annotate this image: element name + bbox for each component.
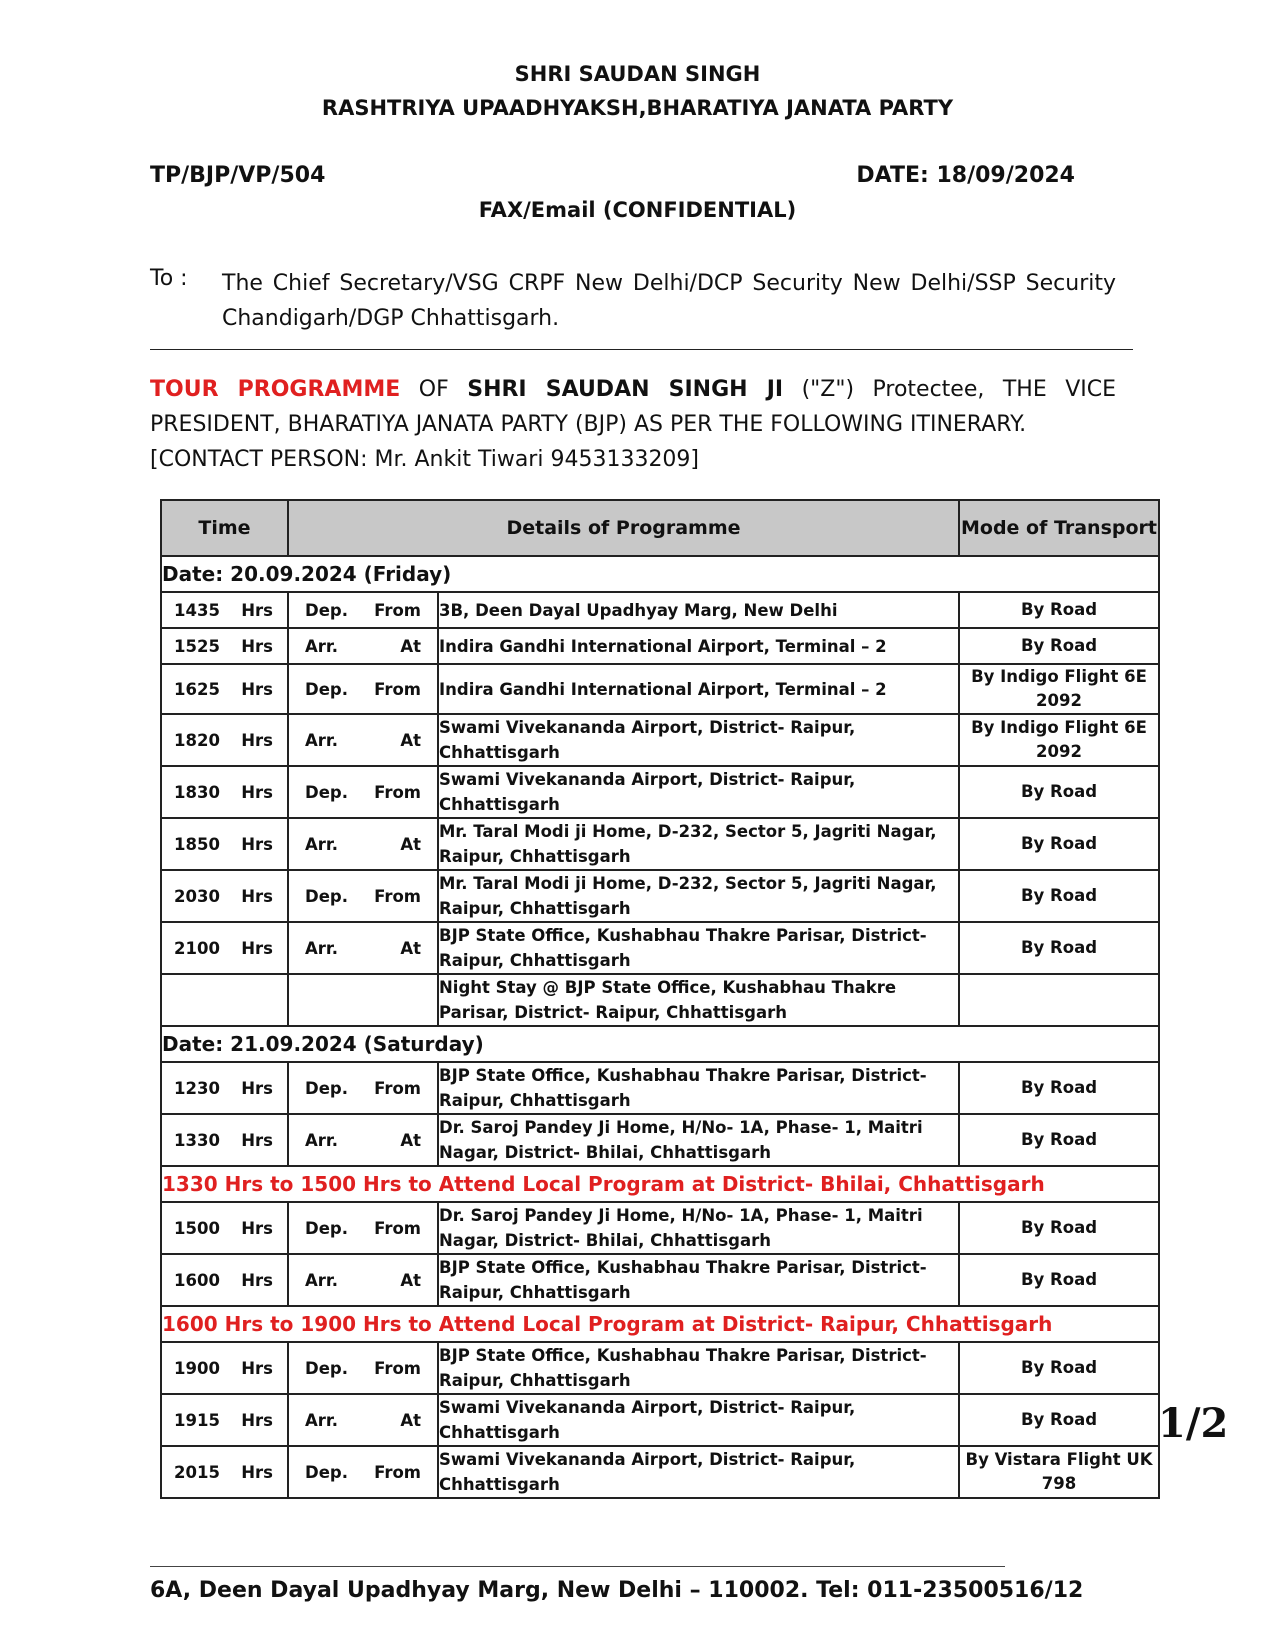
action-type: Dep. (305, 886, 348, 906)
hrs-label: Hrs (241, 1410, 273, 1430)
table-row (161, 1446, 1159, 1498)
contact-person: [CONTACT PERSON: Mr. Ankit Tiwari 9453133209] (150, 447, 700, 472)
time-value: 1500 (174, 1218, 220, 1238)
event-row (161, 1166, 1159, 1202)
date-row (161, 1026, 1159, 1062)
action-cell (288, 714, 438, 766)
table-row (161, 592, 1159, 628)
mode-cell: By Road (959, 1394, 1159, 1446)
action-preposition: From (374, 679, 421, 699)
time-value: 2100 (174, 938, 220, 958)
table-row (161, 1254, 1159, 1306)
tour-heading: TOUR PROGRAMME (150, 377, 401, 402)
action-cell (288, 1394, 438, 1446)
time-cell (161, 592, 288, 628)
time-cell (161, 1062, 288, 1114)
details-cell: BJP State Office, Kushabhau Thakre Parisar, District- Raipur, Chhattisgarh (438, 1062, 959, 1114)
time-cell (161, 664, 288, 714)
hrs-label: Hrs (241, 782, 273, 802)
details-cell: Indira Gandhi International Airport, Terminal – 2 (438, 628, 959, 664)
action-cell (288, 1062, 438, 1114)
action-preposition: From (374, 782, 421, 802)
table-row (161, 974, 1159, 1026)
footer-address: 6A, Deen Dayal Upadhyay Marg, New Delhi – 110002. Tel: 011-23500516/12 (150, 1578, 1084, 1603)
time-value: 1230 (174, 1078, 220, 1098)
action-type: Arr. (305, 1270, 338, 1290)
action-preposition: From (374, 1078, 421, 1098)
time-value: 1435 (174, 600, 220, 620)
mode-cell: By Road (959, 870, 1159, 922)
time-cell (161, 1446, 288, 1498)
action-type: Arr. (305, 1130, 338, 1150)
time-value: 1330 (174, 1130, 220, 1150)
header-details: Details of Programme (288, 500, 959, 556)
action-preposition: From (374, 886, 421, 906)
action-type: Dep. (305, 679, 348, 699)
time-value: 1600 (174, 1270, 220, 1290)
action-preposition: At (400, 636, 421, 656)
action-preposition: From (374, 1462, 421, 1482)
time-cell (161, 1202, 288, 1254)
time-value: 2015 (174, 1462, 220, 1482)
letterhead-name: SHRI SAUDAN SINGH (514, 62, 761, 86)
mode-cell: By Road (959, 1342, 1159, 1394)
date-heading: Date: 21.09.2024 (Saturday) (161, 1026, 1159, 1062)
table-row (161, 714, 1159, 766)
action-type: Dep. (305, 1078, 348, 1098)
table-row (161, 870, 1159, 922)
action-type: Dep. (305, 1358, 348, 1378)
mode-cell: By Road (959, 1254, 1159, 1306)
action-cell (288, 818, 438, 870)
action-type: Arr. (305, 730, 338, 750)
details-cell: Swami Vivekananda Airport, District- Raipur, Chhattisgarh (438, 1394, 959, 1446)
time-value: 1820 (174, 730, 220, 750)
table-row (161, 664, 1159, 714)
mode-cell: By Vistara Flight UK 798 (959, 1446, 1159, 1498)
hrs-label: Hrs (241, 1358, 273, 1378)
action-type: Arr. (305, 938, 338, 958)
table-row (161, 1342, 1159, 1394)
reference-number: TP/BJP/VP/504 (150, 163, 326, 188)
tour-of: OF (418, 377, 449, 402)
table-row (161, 818, 1159, 870)
action-preposition: From (374, 1358, 421, 1378)
time-cell (161, 1394, 288, 1446)
table-row (161, 1394, 1159, 1446)
time-cell (161, 818, 288, 870)
hrs-label: Hrs (241, 1130, 273, 1150)
details-cell: Swami Vivekananda Airport, District- Raipur, Chhattisgarh (438, 714, 959, 766)
time-cell (161, 870, 288, 922)
time-cell (161, 766, 288, 818)
table-row (161, 1062, 1159, 1114)
mode-cell: By Indigo Flight 6E 2092 (959, 664, 1159, 714)
table-row (161, 1114, 1159, 1166)
action-cell (288, 974, 438, 1026)
hrs-label: Hrs (241, 1462, 273, 1482)
time-value: 1625 (174, 679, 220, 699)
action-preposition: At (400, 1130, 421, 1150)
footer-line (150, 1566, 1005, 1567)
mode-cell: By Road (959, 818, 1159, 870)
time-cell (161, 922, 288, 974)
itinerary-table (160, 499, 1160, 1499)
event-row (161, 1306, 1159, 1342)
action-type: Arr. (305, 834, 338, 854)
hrs-label: Hrs (241, 1270, 273, 1290)
details-cell: Dr. Saroj Pandey Ji Home, H/No- 1A, Phase- 1, Maitri Nagar, District- Bhilai, Chhattisgarh (438, 1202, 959, 1254)
time-value: 1915 (174, 1410, 220, 1430)
table-row (161, 628, 1159, 664)
action-cell (288, 870, 438, 922)
time-cell (161, 1342, 288, 1394)
time-cell (161, 974, 288, 1026)
action-cell (288, 1254, 438, 1306)
action-cell (288, 922, 438, 974)
details-cell: BJP State Office, Kushabhau Thakre Parisar, District- Raipur, Chhattisgarh (438, 922, 959, 974)
tour-description: ("Z") Protectee, THE VICE PRESIDENT, BHARATIYA JANATA PARTY (BJP) AS PER THE FOLLOWING ITINERARY. (150, 377, 1116, 437)
table-header-row (161, 500, 1159, 556)
protectee-name: SHRI SAUDAN SINGH JI (467, 377, 784, 402)
details-cell: Swami Vivekananda Airport, District- Raipur, Chhattisgarh (438, 766, 959, 818)
details-cell: Night Stay @ BJP State Office, Kushabhau Thakre Parisar, District- Raipur, Chhattisgarh (438, 974, 959, 1026)
hrs-label: Hrs (241, 600, 273, 620)
time-cell (161, 628, 288, 664)
date-heading: Date: 20.09.2024 (Friday) (161, 556, 1159, 592)
time-value: 1850 (174, 834, 220, 854)
event-note: 1600 Hrs to 1900 Hrs to Attend Local Program at District- Raipur, Chhattisgarh (161, 1306, 1159, 1342)
time-value: 1900 (174, 1358, 220, 1378)
event-note: 1330 Hrs to 1500 Hrs to Attend Local Program at District- Bhilai, Chhattisgarh (161, 1166, 1159, 1202)
hrs-label: Hrs (241, 834, 273, 854)
action-type: Arr. (305, 636, 338, 656)
action-cell (288, 1114, 438, 1166)
table-row (161, 766, 1159, 818)
details-cell: BJP State Office, Kushabhau Thakre Parisar, District- Raipur, Chhattisgarh (438, 1342, 959, 1394)
details-cell: Dr. Saroj Pandey Ji Home, H/No- 1A, Phase- 1, Maitri Nagar, District- Bhilai, Chhattisgarh (438, 1114, 959, 1166)
mode-cell: By Road (959, 766, 1159, 818)
action-cell (288, 1342, 438, 1394)
header-time: Time (161, 500, 288, 556)
action-preposition: From (374, 1218, 421, 1238)
letter-date: DATE: 18/09/2024 (856, 163, 1075, 188)
action-preposition: At (400, 1410, 421, 1430)
details-cell: Mr. Taral Modi ji Home, D-232, Sector 5, Jagriti Nagar, Raipur, Chhattisgarh (438, 818, 959, 870)
action-preposition: At (400, 1270, 421, 1290)
recipients: The Chief Secretary/VSG CRPF New Delhi/DCP Security New Delhi/SSP Security Chandigarh/DGP Chhattisgarh. (222, 271, 1116, 331)
mode-cell: By Road (959, 592, 1159, 628)
details-cell: 3B, Deen Dayal Upadhyay Marg, New Delhi (438, 592, 959, 628)
to-label: To : (150, 266, 188, 291)
details-cell: Swami Vivekananda Airport, District- Raipur, Chhattisgarh (438, 1446, 959, 1498)
hrs-label: Hrs (241, 636, 273, 656)
tour-intro (150, 372, 1116, 477)
action-preposition: At (400, 834, 421, 854)
divider-line (150, 349, 1133, 350)
letterhead-designation: RASHTRIYA UPAADHYAKSH,BHARATIYA JANATA PARTY (321, 96, 954, 120)
page-number: 1/2 (1158, 1400, 1229, 1447)
action-cell (288, 664, 438, 714)
action-type: Arr. (305, 1410, 338, 1430)
mode-cell: By Road (959, 1062, 1159, 1114)
table-row (161, 1202, 1159, 1254)
fax-confidential-label: FAX/Email (CONFIDENTIAL) (478, 198, 797, 222)
hrs-label: Hrs (241, 679, 273, 699)
details-cell: BJP State Office, Kushabhau Thakre Parisar, District- Raipur, Chhattisgarh (438, 1254, 959, 1306)
action-preposition: At (400, 938, 421, 958)
mode-cell: By Road (959, 1114, 1159, 1166)
action-cell (288, 592, 438, 628)
time-cell (161, 714, 288, 766)
action-preposition: From (374, 600, 421, 620)
time-value: 1525 (174, 636, 220, 656)
action-type: Dep. (305, 600, 348, 620)
action-cell (288, 766, 438, 818)
mode-cell: By Road (959, 1202, 1159, 1254)
time-value: 2030 (174, 886, 220, 906)
mode-cell (959, 974, 1159, 1026)
time-cell (161, 1254, 288, 1306)
mode-cell: By Indigo Flight 6E 2092 (959, 714, 1159, 766)
mode-cell: By Road (959, 922, 1159, 974)
action-cell (288, 1202, 438, 1254)
action-type: Dep. (305, 1462, 348, 1482)
mode-cell: By Road (959, 628, 1159, 664)
action-preposition: At (400, 730, 421, 750)
hrs-label: Hrs (241, 1078, 273, 1098)
header-mode: Mode of Transport (959, 500, 1159, 556)
action-type: Dep. (305, 782, 348, 802)
action-type: Dep. (305, 1218, 348, 1238)
table-row (161, 922, 1159, 974)
action-cell (288, 1446, 438, 1498)
hrs-label: Hrs (241, 886, 273, 906)
details-cell: Indira Gandhi International Airport, Terminal – 2 (438, 664, 959, 714)
time-cell (161, 1114, 288, 1166)
hrs-label: Hrs (241, 938, 273, 958)
date-row (161, 556, 1159, 592)
time-value: 1830 (174, 782, 220, 802)
hrs-label: Hrs (241, 1218, 273, 1238)
details-cell: Mr. Taral Modi ji Home, D-232, Sector 5, Jagriti Nagar, Raipur, Chhattisgarh (438, 870, 959, 922)
hrs-label: Hrs (241, 730, 273, 750)
action-cell (288, 628, 438, 664)
